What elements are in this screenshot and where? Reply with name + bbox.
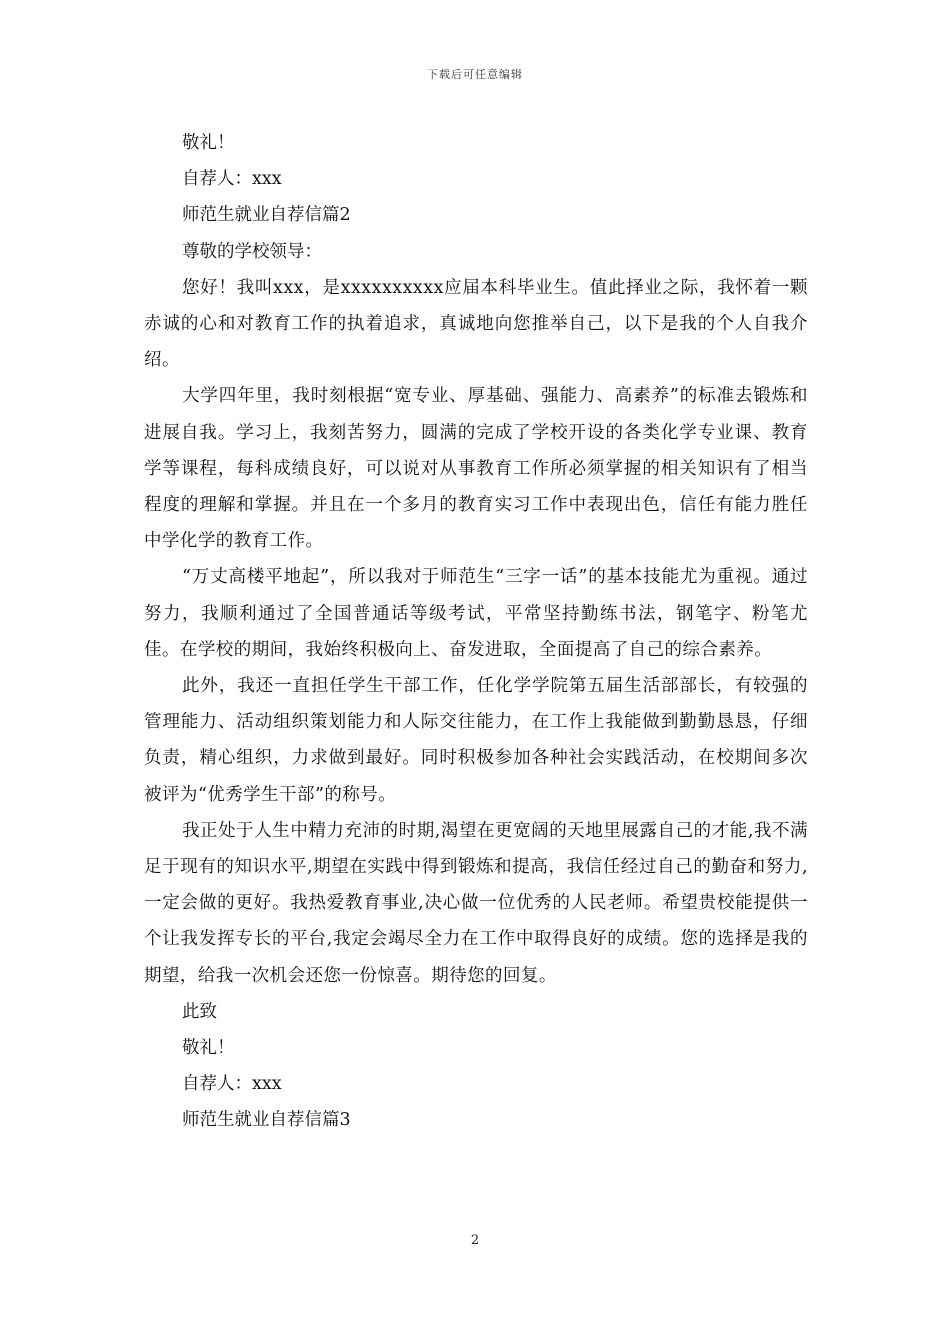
closing-phrase: 此致 [182,1001,217,1022]
signature: 自荐人：xxx [182,169,282,190]
paragraph: 此外，我还一直担任学生干部工作，任化学学院第五届生活部部长，有较强的管理能力、活动组织策划能力和人际交往能力，在工作上我能做到勤勤恳恳，仔细负责，精心组织，力求做到最好。同时积极参加各种社会实践活动，在校期间多次被评为“优秀学生干部”的称号。 [144,676,808,805]
letter-body [144,125,808,1139]
closing-salute: 敬礼！ [182,133,235,153]
section-title: 师范生就业自荐信篇3 [182,1110,351,1131]
paragraph: 大学四年里，我时刻根据“宽专业、厚基础、强能力、高素养”的标准去锻炼和进展自我。学习上，我刻苦努力，圆满的完成了学校开设的各类化学专业课、教育学等课程，每科成绩良好，可以说对从事教育工作所必须掌握的相关知识有了相当程度的理解和掌握。并且在一个多月的教育实习工作中表现出色，信任有能力胜任中学化学的教育工作。 [144,386,808,552]
paragraph: “万丈高楼平地起”，所以我对于师范生“三字一话”的基本技能尤为重视。通过努力，我顺利通过了全国普通话等级考试，平常坚持勤练书法，钢笔字、粉笔尤佳。在学校的期间，我始终积极向上、奋发进取，全面提高了自己的综合素养。 [144,567,808,660]
paragraph: 我正处于人生中精力充沛的时期,渴望在更宽阔的天地里展露自己的才能,我不满足于现有的知识水平,期望在实践中得到锻炼和提高，我信任经过自己的勤奋和努力,一定会做的更好。我热爱教育事业,决心做一位优秀的人民老师。希望贵校能提供一个让我发挥专长的平台,我定会竭尽全力在工作中取得良好的成绩。您的选择是我的期望，给我一次机会还您一份惊喜。期待您的回复。 [144,820,808,986]
greeting: 尊敬的学校领导： [182,241,322,262]
section-title: 师范生就业自荐信篇2 [182,205,351,226]
signature: 自荐人：xxx [182,1074,282,1095]
page-number: 2 [470,1233,480,1248]
paragraph: 您好！我叫xxx，是xxxxxxxxxx应届本科毕业生。值此择业之际，我怀着一颗赤诚的心和对教育工作的执着追求，真诚地向您推举自己，以下是我的个人自我介绍。 [144,277,808,371]
page-header-note: 下载后可任意编辑 [427,68,523,81]
closing-salute: 敬礼！ [182,1038,235,1059]
